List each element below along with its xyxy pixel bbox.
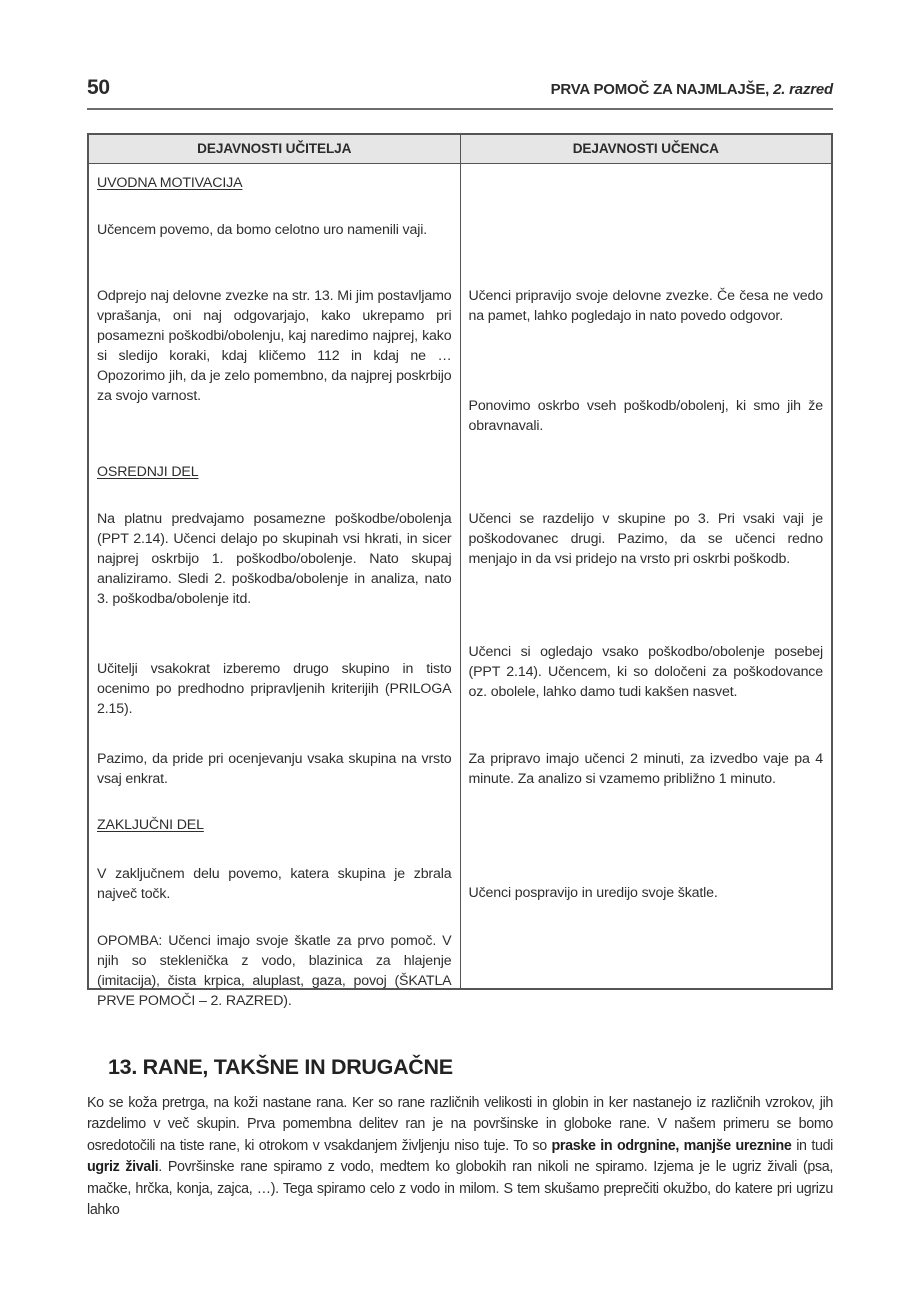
table-row [88, 163, 832, 989]
teacher-paragraph: V zaključnem delu povemo, katera skupina je zbrala največ točk. [97, 865, 452, 902]
student-paragraph: Ponovimo oskrbo vseh poškodb/obolenj, ki smo jih že obravnavali. [468, 397, 823, 434]
column-header-student: DEJAVNOSTI UČENCA [460, 134, 832, 163]
body-text-run: in tudi [791, 1137, 834, 1154]
teacher-paragraph: Odprejo naj delovne zvezke na str. 13. Mi jim postavljamo vprašanja, oni naj odgovarjajo, kako ukrepamo pri posamezni poškodbi/obolenju, kaj naredimo najprej, kako si sledijo koraki, kdaj kličemo 112 in kdaj ne … Opozorimo jih, da je zelo pomembno, da najprej poskrbijo za svojo varnost. [97, 287, 452, 404]
body-text-emphasis: ugriz živali [87, 1159, 159, 1176]
body-text-emphasis: praske in odrgnine, manjše ureznine [551, 1137, 792, 1154]
student-paragraph: Za pripravo imajo učenci 2 minuti, za izvedbo vaje pa 4 minute. Za analizo si vzamemo približno 1 minuto. [468, 750, 823, 787]
section-label-intro: UVODNA MOTIVACIJA [97, 174, 243, 191]
chapter-title: 13. RANE, TAKŠNE IN DRUGAČNE [108, 1055, 453, 1079]
body-text-run: . Površinske rane spiramo z vodo, medtem ko globokih ran nikoli ne spiramo. Izjema je le ugriz živali (psa, mačke, hrčka, konja, zajca, …). Tega spiramo celo z vodo in milom. S tem skušamo preprečiti okužbo, do katere pri ugrizu lahko [87, 1159, 833, 1219]
student-paragraph: Učenci se razdelijo v skupine po 3. Pri vsaki vaji je poškodovanec drugi. Pazimo, da se učenci redno menjajo in da vsi pridejo na vrsto pri oskrbi poškodb. [468, 510, 823, 567]
column-header-teacher: DEJAVNOSTI UČITELJA [88, 134, 460, 163]
student-paragraph: Učenci pripravijo svoje delovne zvezke. Če česa ne vedo na pamet, lahko pogledajo in nato povedo odgovor. [468, 287, 823, 324]
body-text-run: Ko se koža pretrga, na koži nastane rana. Ker so rane različnih velikosti in globin in ker nastanejo iz različnih vzrokov, jih razdelimo v več skupin. Prva pomembna delitev ran je na površinske in globoke rane. V našem primeru se bomo osredotočili na tiste rane, ki otrokom v vsakdanjem življenju niso tuje. To so [87, 1095, 833, 1154]
section-label-closing: ZAKLJUČNI DEL [97, 816, 204, 833]
running-title-grade: 2. razred [773, 81, 833, 98]
section-label-main: OSREDNJI DEL [97, 463, 199, 480]
lesson-activities-table [87, 133, 833, 1009]
page-number: 50 [87, 76, 110, 99]
student-activities-cell [460, 163, 832, 989]
chapter-body-paragraph [87, 1093, 833, 1221]
running-title [551, 81, 833, 98]
teacher-paragraph: Pazimo, da pride pri ocenjevanju vsaka skupina na vrsto vsaj enkrat. [97, 750, 452, 787]
teacher-note: OPOMBA: Učenci imajo svoje škatle za prvo pomoč. V njih so steklenička z vodo, blazinica za hlajenje (imitacija), čista krpica, aluplast, gaza, povoj (ŠKATLA PRVE POMOČI – 2. RAZRED). [97, 932, 452, 1009]
teacher-paragraph: Na platnu predvajamo posamezne poškodbe/obolenja (PPT 2.14). Učenci delajo po skupinah vsi hkrati, in sicer najprej oskrbijo 1. poškodbo/obolenje. Nato skupaj analiziramo. Sledi 2. poškodba/obolenje in analiza, nato 3. poškodba/obolenje itd. [97, 510, 452, 607]
page-header [87, 76, 833, 110]
teacher-paragraph: Učencem povemo, da bomo celotno uro namenili vaji. [97, 221, 428, 238]
table-header-row [88, 134, 832, 163]
student-paragraph: Učenci si ogledajo vsako poškodbo/obolenje posebej (PPT 2.14). Učencem, ki so določeni za poškodovance oz. obolele, lahko damo tudi kakšen nasvet. [468, 643, 823, 700]
running-title-main: PRVA POMOČ ZA NAJMLAJŠE, [550, 81, 770, 98]
student-paragraph: Učenci pospravijo in uredijo svoje škatle. [468, 884, 718, 901]
teacher-paragraph: Učitelji vsakokrat izberemo drugo skupino in tisto ocenimo po predhodno pripravljenih kriterijih (PRILOGA 2.15). [97, 660, 452, 717]
teacher-activities-cell [88, 163, 460, 1009]
